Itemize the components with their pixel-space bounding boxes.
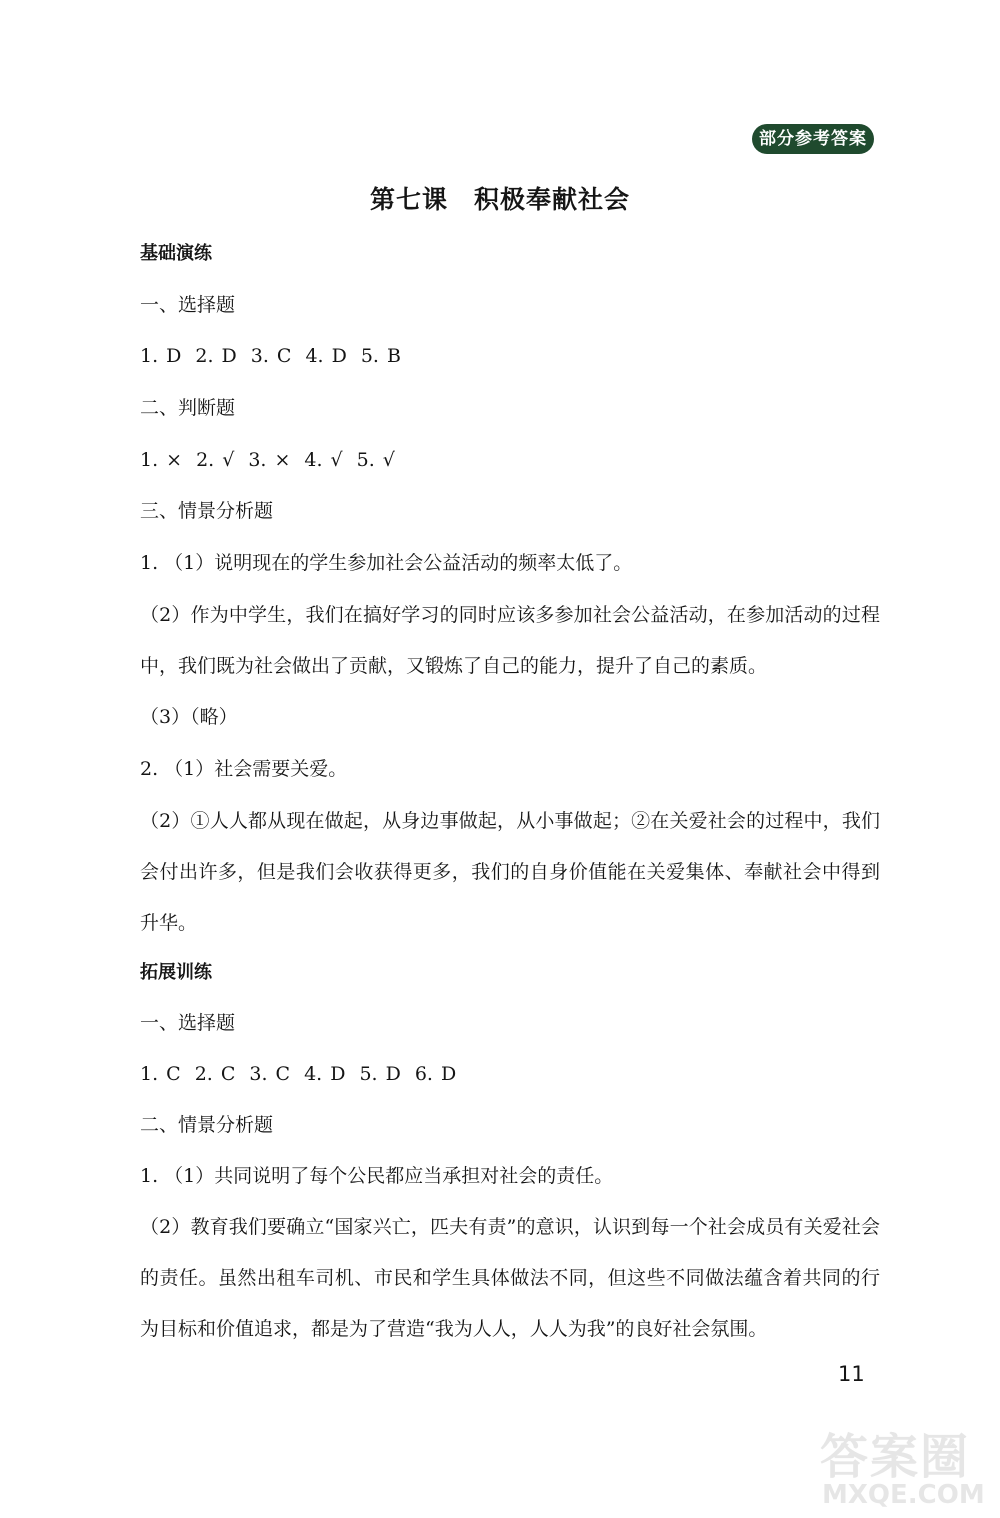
watermark-domain-text: MXQE.COM bbox=[822, 1480, 985, 1510]
answer-item bbox=[196, 449, 234, 471]
answer-number: 3. bbox=[249, 1063, 268, 1085]
basic-q1-part3: （3）（略） bbox=[140, 706, 238, 728]
answer-item bbox=[249, 1063, 290, 1085]
reference-answers-badge: 部分参考答案 bbox=[752, 124, 874, 154]
answer-value: C bbox=[276, 345, 292, 367]
answer-item bbox=[140, 345, 181, 367]
lesson-title: 第七课 积极奉献社会 bbox=[369, 185, 630, 214]
answer-number: 5. bbox=[356, 449, 375, 471]
answer-item bbox=[140, 1063, 181, 1085]
answer-value: D bbox=[221, 345, 237, 367]
extended-choice-title: 一、选择题 bbox=[140, 1012, 236, 1034]
answer-item bbox=[359, 1063, 400, 1085]
answer-number: 4. bbox=[305, 345, 324, 367]
answer-number: 2. bbox=[196, 449, 215, 471]
answer-value: D bbox=[166, 345, 182, 367]
answer-item bbox=[251, 345, 292, 367]
answer-value: √ bbox=[330, 449, 343, 471]
basic-q2-part1: 2. （1）社会需要关爱。 bbox=[140, 758, 348, 780]
answer-number: 5. bbox=[359, 1063, 378, 1085]
answer-value: C bbox=[166, 1063, 181, 1085]
answer-number: 4. bbox=[304, 449, 323, 471]
answer-item bbox=[304, 1063, 345, 1085]
answer-value: D bbox=[385, 1063, 401, 1085]
extended-analysis-title: 二、情景分析题 bbox=[140, 1114, 274, 1136]
answer-number: 6. bbox=[414, 1063, 433, 1085]
answer-value: × bbox=[166, 449, 183, 471]
basic-q1-part2: （2）作为中学生，我们在搞好学习的同时应该多参加社会公益活动，在参加活动的过程中，我们既为社会做出了贡献，又锻炼了自己的能力，提升了自己的素质。 bbox=[140, 604, 880, 677]
answer-number: 3. bbox=[250, 345, 269, 367]
answer-number: 4. bbox=[304, 1063, 323, 1085]
answer-number: 1. bbox=[140, 449, 159, 471]
answer-value: √ bbox=[222, 449, 235, 471]
answer-item bbox=[305, 345, 346, 367]
answer-value: √ bbox=[382, 449, 395, 471]
answer-item bbox=[415, 1063, 456, 1085]
basic-judge-answers bbox=[140, 435, 880, 486]
answer-value: D bbox=[440, 1063, 457, 1085]
basic-choice-answers bbox=[140, 331, 880, 382]
extended-q1-part2: （2）教育我们要确立“国家兴亡，匹夫有责”的意识，认识到每一个社会成员有关爱社会的责任。虽然出租车司机、市民和学生具体做法不同，但这些不同做法蕴含着共同的行为目标和价值追求，都是为了营造“我为人人，人人为我”的良好社会氛围。 bbox=[140, 1216, 880, 1340]
extended-choice-answers bbox=[140, 1049, 880, 1100]
answer-number: 2. bbox=[195, 345, 214, 367]
site-watermark-logo bbox=[800, 1418, 995, 1514]
answer-item bbox=[304, 449, 342, 471]
basic-section-heading: 基础演练 bbox=[140, 243, 212, 264]
answer-value: D bbox=[331, 345, 347, 367]
answer-number: 1. bbox=[140, 1063, 159, 1085]
answer-value: B bbox=[386, 345, 401, 367]
answer-number: 5. bbox=[360, 345, 379, 367]
basic-judge-title: 二、判断题 bbox=[140, 397, 236, 419]
answer-value: C bbox=[220, 1063, 236, 1085]
answer-item bbox=[357, 449, 395, 471]
watermark-main-text: 答案圈 bbox=[820, 1429, 971, 1485]
answer-item bbox=[248, 449, 290, 471]
answer-value: C bbox=[275, 1063, 291, 1085]
answer-number: 2. bbox=[194, 1063, 213, 1085]
answer-item bbox=[361, 345, 401, 367]
answer-item bbox=[195, 345, 236, 367]
basic-q1-part1: 1. （1）说明现在的学生参加社会公益活动的频率太低了。 bbox=[140, 552, 633, 574]
answer-item bbox=[140, 449, 182, 471]
answer-number: 3. bbox=[248, 449, 267, 471]
extended-q1-part1: 1. （1）共同说明了每个公民都应当承担对社会的责任。 bbox=[140, 1165, 614, 1187]
extended-section-heading: 拓展训练 bbox=[140, 962, 212, 983]
basic-q2-part2: （2）①人人都从现在做起，从身边事做起，从小事做起；②在关爱社会的过程中，我们会付出许多，但是我们会收获得更多，我们的自身价值能在关爱集体、奉献社会中得到升华。 bbox=[140, 810, 880, 934]
answer-value: D bbox=[330, 1063, 346, 1085]
answer-value: × bbox=[274, 449, 291, 471]
basic-choice-title: 一、选择题 bbox=[140, 294, 236, 316]
answer-item bbox=[195, 1063, 236, 1085]
page-number: 11 bbox=[838, 1362, 865, 1386]
answer-number: 1. bbox=[140, 345, 159, 367]
basic-analysis-title: 三、情景分析题 bbox=[140, 500, 274, 522]
